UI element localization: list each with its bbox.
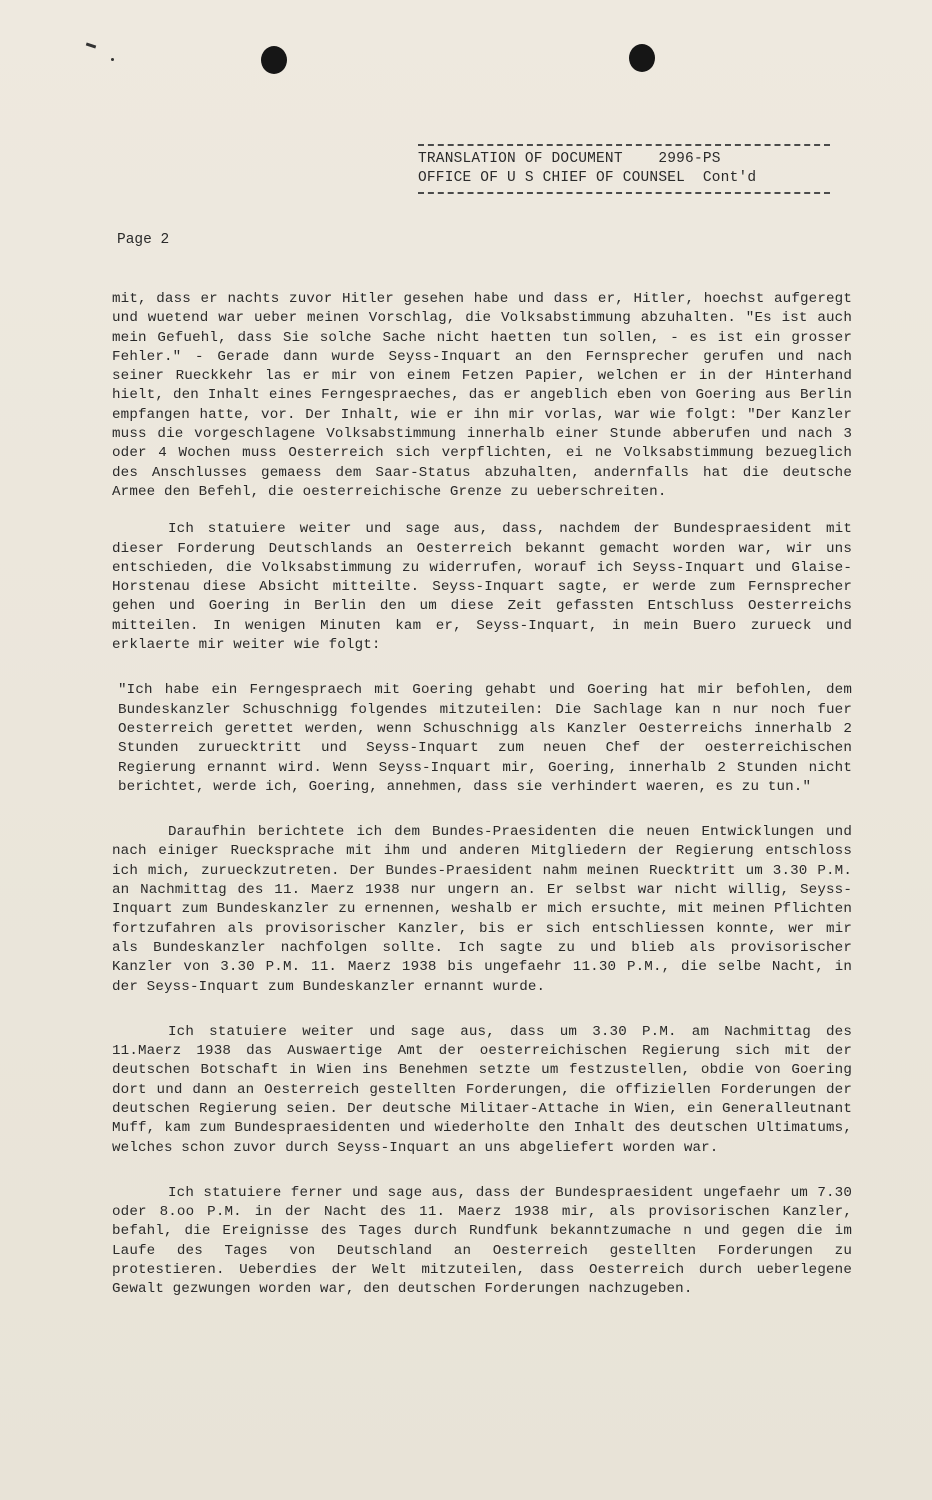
paragraph-4: Daraufhin berichtete ich dem Bundes-Praesidenten die neuen Entwicklungen und nach einiger Ruecksprache mit ihm und anderen Mitgliedern der Regierung entschloss ich mich, zurueckzutreten. Der Bundes-Praesident nahm meinen Ruecktritt um 3.30 P.M. an Nachmittag des 11. Maerz 1938 nur ungern an. Er selbst war nicht willig, Seyss-Inquart zum Bundeskanzler zu ernennen, weshalb er mich ersuchte, mit meinen Pflichten fortzufahren als provisorischer Kanzler, bis er sich entschliessen konnte, wer mir als Bundeskanzler nachfolgen sollte. Ich sagte zu und blieb als provisorischer Kanzler von 3.30 P.M. 11. Maerz 1938 bis ungefaehr 11.30 P.M., die selbe Nacht, in der Seyss-Inquart zum Bundeskanzler ernannt wurde. [112, 824, 852, 995]
header-title: TRANSLATION OF DOCUMENT [418, 151, 623, 167]
header-continued: Cont'd [702, 170, 757, 186]
punch-hole-right [629, 44, 655, 72]
stray-dot [111, 58, 114, 61]
header-line-1 [418, 150, 838, 169]
paragraph-2: Ich statuiere weiter und sage aus, dass, nachdem der Bundespraesident mit dieser Forderung Deutschlands an Oesterreich bekannt gemacht worden war, wir uns entschieden, die Volksabstimmung zu widerrufen, worauf ich Seyss-Inquart und Glaise-Horstenau diese Absicht mitteilte. Seyss-Inquart sagte, er werde zum Fernsprecher gehen und Goering in Berlin den um diese Zeit gefassten Entschluss Oesterreichs mitteilen. In wenigen Minuten kam er, Seyss-Inquart, in mein Buero zurueck und erklaerte mir weiter wie folgt: [112, 521, 852, 654]
body-text [112, 290, 852, 1300]
header-office: OFFICE OF U S CHIEF OF COUNSEL [418, 170, 686, 186]
paragraph-6: Ich statuiere ferner und sage aus, dass der Bundespraesident ungefaehr um 7.30 oder 8.oo P.M. in der Nacht des 11. Maerz 1938 mir, als provisorischen Kanzler, befahl, die Ereignisse des Tages durch Rundfunk bekanntzumache n und gegen die im Laufe des Tages von Deutschland an Oesterreich gestellten Forderungen zu protestieren. Ueberdies der Welt mitzuteilen, dass Oesterreich durch ueberlegene Gewalt gezwungen worden war, den deutschen Forderungen nachzugeben. [112, 1184, 852, 1298]
page-number: Page 2 [117, 232, 170, 248]
document-header [418, 140, 838, 198]
punch-hole-left [261, 46, 287, 74]
paragraph-5: Ich statuiere weiter und sage aus, dass um 3.30 P.M. am Nachmittag des 11.Maerz 1938 das Auswaertige Amt der oesterreichischen Regierung sich mit der deutschen Botschaft in Wien ins Benehmen setzte um festzustellen, obdie von Goering dort und dann an Oesterreich gestellten Forderungen, die offiziellen Forderungen der deutschen Regierung seien. Der deutsche Militaer-Attache in Wien, ein Generalleutnant Muff, kam zum Bundespraesidenten und wiederholte den Inhalt des deutschen Ultimatums, welches schon zuvor durch Seyss-Inquart an uns abgeliefert worden war. [112, 1023, 852, 1156]
paragraph-1: mit, dass er nachts zuvor Hitler gesehen habe und dass er, Hitler, hoechst aufgeregt und wuetend war ueber meinen Vorschlag, die Volksabstimmung abzuhalten. "Es ist auch mein Gefuehl, dass Sie solche Sache nicht haetten tun sollen, - es ist ein grosser Fehler." - Gerade dann wurde Seyss-Inquart an den Fernsprecher gerufen und nach seiner Rueckkehr las er mir von einem Fetzen Papier, welchen er in der Hinterhand hielt, den Inhalt eines Ferngespraeches, das er angeblich eben von Goering aus Berlin empfangen hatte, vor. Der Inhalt, wie er ihn mir vorlas, war wie folgt: "Der Kanzler muss die vorgeschlagene Volksabstimmung innerhalb einer Stunde abberufen und nach 3 oder 4 Wochen muss Oesterreich sich verpflichten, ei ne Volksabstimmung bezueglich des Anschlusses gemaess dem Saar-Status abzuhalten, andernfalls hat die deutsche Armee den Befehl, die oesterreichische Grenze zu ueberschreiten. [112, 291, 852, 500]
paragraph-3-quote: "Ich habe ein Ferngespraech mit Goering gehabt und Goering hat mir befohlen, dem Bundeskanzler Schuschnigg folgendes mitzuteilen: Die Sachlage kan n nur noch fuer Oesterreich gerettet werden, wenn Schuschnigg als Kanzler Oesterreichs innerhalb 2 Stunden zuruecktritt und Seyss-Inquart zum neuen Chef der oesterreichischen Regierung ernannt wird. Wenn Seyss-Inquart mir, Goering, innerhalb 2 Stunden nicht berichtet, werde ich, Goering, annehmen, dass sie verhindert waeren, es zu tun." [118, 682, 852, 795]
header-line-2 [418, 169, 838, 188]
stray-mark [86, 43, 96, 49]
header-rule-top [418, 144, 830, 146]
document-number: 2996-PS [658, 151, 721, 167]
header-rule-bottom [418, 192, 830, 194]
